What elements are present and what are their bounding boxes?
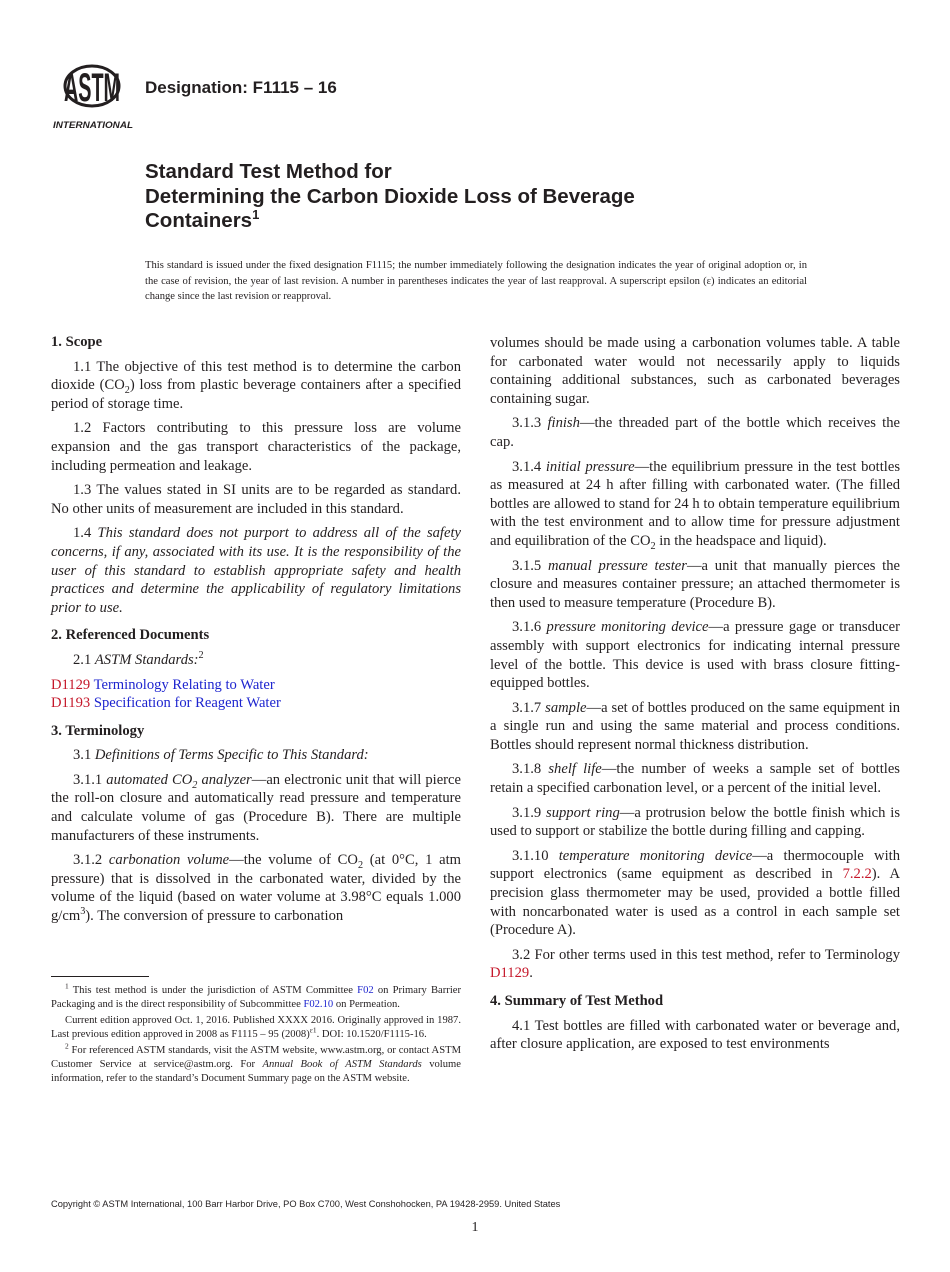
superscript: ε1	[309, 1025, 317, 1035]
text-run: on Permeation.	[333, 999, 400, 1011]
reference-link[interactable]: Specification for Reagent Water	[90, 695, 281, 712]
footnotes	[51, 981, 461, 1088]
text-run: Definitions of Terms Specific to This Standard:	[94, 747, 369, 764]
paragraph	[490, 699, 900, 755]
referenced-document	[51, 676, 461, 695]
title-line-3	[145, 209, 635, 234]
text-run: —an electronic unit that will pierce the roll-on closure and automatically read pressure and temperature and calculate volume of gas (Procedure B). There are multiple manufacturers of these instruments.	[51, 771, 461, 844]
text-run: pressure monitoring device	[546, 619, 709, 636]
text-run: automated CO	[106, 771, 193, 788]
text-run: manual pressure tester	[547, 557, 687, 574]
paragraph	[51, 746, 461, 765]
text-run: ). A precision glass thermometer may be used, provided a bottle filled with noncarbonated water is used as a control in each sample set (Procedure A).	[490, 866, 901, 939]
footnote	[51, 1014, 461, 1043]
text-run: analyzer	[197, 771, 252, 788]
text-run: carbonation volume	[108, 852, 230, 869]
page-number: 1	[471, 1220, 479, 1235]
document-title	[145, 160, 635, 234]
paragraph	[51, 651, 461, 670]
text-run: . DOI: 10.1520/F1115-16.	[316, 1029, 427, 1041]
paragraph	[51, 481, 461, 518]
text-run: —a thermocouple with support electronics (same equipment as described in	[490, 847, 900, 883]
text-run: 1. Scope	[51, 334, 103, 350]
text-run: 1.3 The values stated in SI units are to be regarded as standard. No other units of measurement are included in this standard.	[51, 482, 461, 517]
reference-link[interactable]: Terminology Relating to Water	[90, 676, 275, 693]
subscript: 2	[650, 540, 656, 552]
svg-text:INTERNATIONAL: INTERNATIONAL	[53, 120, 134, 131]
text-run: finish	[547, 415, 580, 432]
text-run: shelf life	[548, 761, 602, 778]
text-run: 3.1.8	[512, 761, 549, 778]
paragraph	[490, 804, 900, 841]
paragraph	[51, 524, 461, 617]
text-run: —the number of weeks a sample set of bottles retain a specified carbonation level, or a percent of the initial level.	[490, 761, 900, 797]
paragraph	[51, 771, 461, 845]
left-column	[51, 333, 461, 932]
paragraph	[51, 419, 461, 475]
text-run: sample	[545, 699, 587, 716]
text-run: 3.1.5	[512, 557, 548, 574]
text-run: volume information, refer to the standard’s Document Summary page on the ASTM website.	[51, 1059, 461, 1085]
reference-link[interactable]: D1129	[490, 965, 530, 982]
superscript: 2	[65, 1041, 69, 1051]
text-run: 2.1	[73, 651, 95, 668]
footnote-divider	[51, 976, 149, 977]
text-run: ) loss from plastic beverage containers after a specified period of storage time.	[51, 377, 461, 412]
text-run: —the threaded part of the bottle which receives the cap.	[490, 415, 900, 450]
footnote	[51, 1041, 461, 1087]
text-run: Annual Book of ASTM Standards	[262, 1059, 422, 1071]
text-run: 4. Summary of Test Method	[490, 993, 664, 1009]
text-run: (at 0°C, 1 atm pressure) that is dissolved in the carbonated water, divided by the volume of the liquid (based on water volume at 3.98°C equals 1.000 g/cm	[51, 852, 462, 925]
text-run: 3.1.2	[73, 852, 109, 869]
superscript: 1	[65, 981, 69, 991]
text-run: 1.1 The objective of this test method is to determine the carbon dioxide (CO	[51, 358, 461, 394]
text-run: .	[529, 965, 533, 982]
text-run: 3.1.9	[512, 804, 547, 821]
text-run: 3. Terminology	[51, 722, 145, 739]
text-run: Current edition approved Oct. 1, 2016. Published XXXX 2016. Originally approved in 1987. Last previous edition approved in 2008 as F1115 – 95 (2008)	[51, 1014, 461, 1041]
reference-link[interactable]: D1193	[51, 695, 91, 712]
title-footnote-mark: 1	[252, 207, 260, 223]
superscript: 3	[80, 906, 86, 918]
title-line-1: Standard Test Method for	[145, 160, 392, 183]
text-run: —a set of bottles produced on the same equipment in a single run and using the same material and process conditions. Bottles should represent normal thickness distribution.	[490, 699, 900, 753]
paragraph	[490, 1017, 900, 1054]
text-run: in the headspace and liquid).	[655, 532, 827, 549]
text-run: temperature monitoring device	[558, 847, 753, 864]
text-run: —a pressure gage or transducer assembly with support electronics for indicating internal pressure level of the bottle. This device is used with brass closure fitting-equipped bottles.	[490, 619, 900, 692]
text-run: 3.1.1	[73, 771, 107, 788]
referenced-document	[51, 694, 461, 713]
section-heading	[51, 722, 461, 741]
paragraph	[51, 358, 461, 414]
paragraph	[490, 946, 900, 983]
text-run: on Primary Barrier Packaging and is the direct responsibility of Subcommittee	[51, 985, 461, 1011]
section-heading	[51, 333, 461, 352]
text-run: This standard does not purport to address all of the safety concerns, if any, associated with its use. It is the responsibility of the user of this standard to establish appropriate safety and health practices and determine the applicability of regulatory limitations prior to use.	[51, 525, 461, 616]
text-run: —the volume of CO	[229, 852, 358, 869]
text-run: 3.1.4	[512, 458, 546, 475]
text-run: 3.1.3	[512, 415, 548, 432]
designation: Designation: F1115 – 16	[145, 78, 337, 97]
text-run: 2. Referenced Documents	[51, 627, 210, 644]
reference-link[interactable]: 7.2.2	[842, 866, 872, 883]
intro-note: This standard is issued under the fixed designation F1115; the number immediately following the designation indicates the year of original adoption or, in the case of revision, the year of last revision. A number in parentheses indicates the year of last reapproval. A superscript epsilon (ε) indicates an editorial change since the last revision or reapproval.	[145, 260, 807, 302]
text-run: support ring	[546, 804, 620, 821]
paragraph	[490, 618, 900, 692]
text-run: initial pressure	[545, 458, 635, 475]
title-text: Containers	[145, 209, 253, 232]
text-run: 3.1.10	[512, 847, 559, 864]
paragraph	[51, 851, 461, 925]
paragraph	[490, 847, 900, 940]
paragraph	[490, 414, 900, 451]
text-run: ). The conversion of pressure to carbonation	[85, 908, 344, 925]
subscript: 2	[192, 779, 198, 791]
paragraph	[490, 334, 900, 408]
reference-link[interactable]: F02	[357, 985, 374, 996]
text-run: 3.1.7	[512, 699, 546, 716]
text-run: ASTM Standards:	[94, 651, 199, 668]
text-run: 1.2 Factors contributing to this pressure loss are volume expansion and the gas transport characteristics of the package, including permeation and leakage.	[51, 420, 461, 474]
paragraph	[490, 557, 900, 613]
svg-text:ASTM: ASTM	[64, 66, 120, 110]
subscript: 2	[357, 860, 364, 872]
text-run: —a protrusion below the bottle finish which is used to support or stabilize the bottle during filling and capping.	[490, 804, 900, 840]
superscript: 2	[198, 650, 204, 662]
title-line-2: Determining the Carbon Dioxide Loss of Beverage	[145, 184, 635, 208]
text-run: 1.4	[73, 525, 98, 542]
paragraph	[490, 760, 900, 797]
section-heading	[490, 992, 900, 1011]
text-run: —the equilibrium pressure in the test bottles as measured at 24 h after filling with carbonated water. (The filled bottles are allowed to stand for 24 h to obtain temperature equilibrium with the test environment and to allow time for pressure adjustment and equilibration of the CO	[490, 458, 900, 549]
copyright: Copyright © ASTM International, 100 Barr Harbor Drive, PO Box C700, West Conshohocken, PA 19428-2959. United States	[51, 1199, 561, 1209]
text-run: —a unit that manually pierces the closure and measures container pressure; an attached thermometer is then used to measure temperature (Procedure B).	[490, 557, 901, 611]
footnote	[51, 981, 461, 1013]
text-run: volumes should be made using a carbonation volumes table. A table for carbonated water would not necessarily apply to liquids containing additional substances, such as carbonated beverages containing sugar.	[490, 335, 900, 407]
text-run: For referenced ASTM standards, visit the ASTM website, www.astm.org, or contact ASTM Customer Service at service@astm.org. For	[51, 1044, 461, 1071]
paragraph	[490, 458, 900, 551]
subscript: 2	[124, 385, 130, 397]
reference-link[interactable]: F02.10	[303, 999, 334, 1011]
text-run: 3.2 For other terms used in this test method, refer to Terminology	[512, 946, 900, 963]
text-run: This test method is under the jurisdiction of ASTM Committee	[68, 985, 358, 996]
reference-link[interactable]: D1129	[51, 676, 91, 693]
text-run: 4.1 Test bottles are filled with carbonated water or beverage and, after closure application, are exposed to test environments	[490, 1017, 900, 1053]
section-heading	[51, 626, 461, 645]
astm-logo	[52, 56, 134, 132]
right-column	[490, 334, 900, 1060]
text-run: 3.1.6	[512, 619, 547, 636]
text-run: 3.1	[73, 747, 95, 764]
